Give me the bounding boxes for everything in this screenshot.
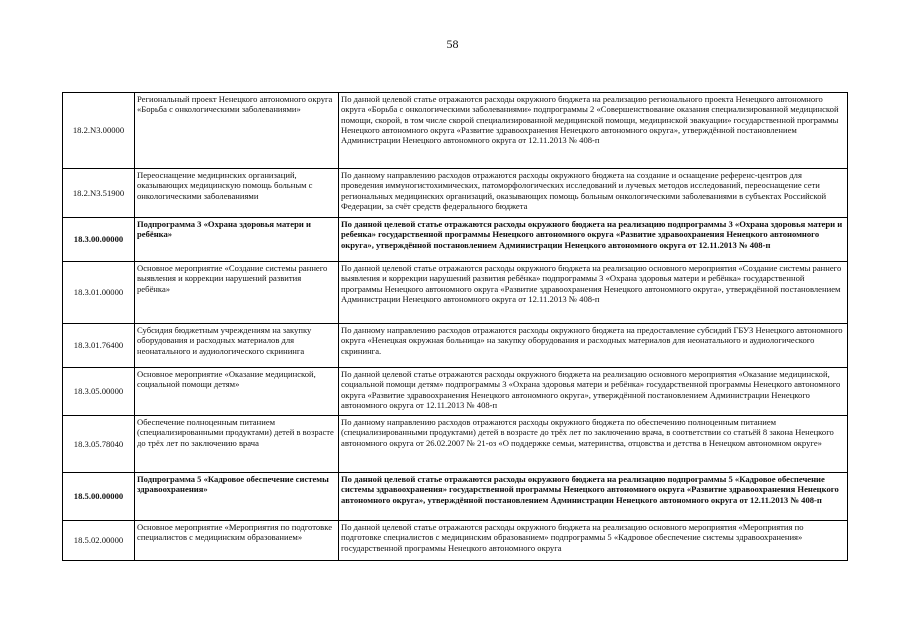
name-cell: Основное мероприятие «Создание системы раннего выявления и коррекции нарушений развития ребёнка»: [135, 262, 339, 324]
description-cell: По данному направлению расходов отражаются расходы окружного бюджета на создание и оснащение референс-центров для проведения иммуногистохимических, патоморфологических исследований и лучевых методов исследований, переоснащение сети региональных медицинских организаций, оказывающих помощь больным онкологическими заболеваниями в субъектах Российской Федерации, за счёт средств федерального бюджета: [339, 169, 848, 218]
budget-classification-table: [62, 92, 848, 561]
table-row: [63, 262, 848, 324]
table-row: [63, 416, 848, 473]
code-cell: 18.3.05.00000: [63, 368, 135, 416]
table-row: [63, 473, 848, 521]
code-cell: 18.3.01.76400: [63, 324, 135, 368]
code-cell: 18.5.02.00000: [63, 521, 135, 561]
code-cell: 18.2.N3.51900: [63, 169, 135, 218]
table-body: [63, 93, 848, 561]
name-cell: Переоснащение медицинских организаций, оказывающих медицинскую помощь больным с онкологическими заболеваниями: [135, 169, 339, 218]
description-cell: По данному направлению расходов отражаются расходы окружного бюджета на предоставление субсидий ГБУЗ Ненецкого автономного округа «Ненецкая окружная больница» на закупку оборудования и расходных материалов для неонатального и аудиологического скрининга.: [339, 324, 848, 368]
code-cell: 18.3.00.00000: [63, 218, 135, 262]
description-cell: По данной целевой статье отражаются расходы окружного бюджета на реализацию подпрограммы 5 «Кадровое обеспечение системы здравоохранения» государственной программы Ненецкого автономного округа «Развитие здравоохранения Ненецкого автономного округа», утверждённой постановлением Администрации Ненецкого автономного округа от 12.11.2013 № 408-п: [339, 473, 848, 521]
name-cell: Субсидия бюджетным учреждениям на закупку оборудования и расходных материалов для неонатального и аудиологического скрининга: [135, 324, 339, 368]
description-cell: По данной целевой статье отражаются расходы окружного бюджета на реализацию основного мероприятия «Оказание медицинской, социальной помощи детям» подпрограммы 3 «Охрана здоровья матери и ребёнка» государственной программы Ненецкого автономного округа «Развитие здравоохранения Ненецкого автономного округа», утверждённой постановлением Администрации Ненецкого автономного округа от 12.11.2013 № 408-п: [339, 368, 848, 416]
code-cell: 18.5.00.00000: [63, 473, 135, 521]
table-row: [63, 368, 848, 416]
table-row: [63, 521, 848, 561]
name-cell: Подпрограмма 3 «Охрана здоровья матери и ребёнка»: [135, 218, 339, 262]
code-cell: 18.2.N3.00000: [63, 93, 135, 169]
name-cell: Подпрограмма 5 «Кадровое обеспечение системы здравоохранения»: [135, 473, 339, 521]
description-cell: По данной целевой статье отражаются расходы окружного бюджета на реализацию подпрограммы 3 «Охрана здоровья матери и ребенка» государственной программы Ненецкого автономного округа «Развитие здравоохранения Ненецкого автономного округа», утверждённой постановлением Администрации Ненецкого автономного округа от 12.11.2013 № 408-п: [339, 218, 848, 262]
name-cell: Основное мероприятие «Оказание медицинской, социальной помощи детям»: [135, 368, 339, 416]
table-row: [63, 324, 848, 368]
table-row: [63, 93, 848, 169]
description-cell: По данной целевой статье отражаются расходы окружного бюджета на реализацию регионального проекта Ненецкого автономного округа «Борьба с онкологическими заболеваниями» подпрограммы 2 «Совершенствование оказания специализированной медицинской помощи, скорой, в том числе скорой специализированной медицинской помощи, медицинской эвакуации» государственной программы Ненецкого автономного округа «Развитие здравоохранения Ненецкого автономного округа», утверждённой постановлением Администрации Ненецкого автономного округа от 12.11.2013 № 408-п: [339, 93, 848, 169]
description-cell: По данной целевой статье отражаются расходы окружного бюджета на реализацию основного мероприятия «Создание системы раннего выявления и коррекции нарушений развития ребёнка» подпрограммы 3 «Охрана здоровья матери и ребёнка» государственной программы Ненецкого автономного округа «Развитие здравоохранения Ненецкого автономного округа», утверждённой постановлением Администрации Ненецкого автономного округа от 12.11.2013 № 408-п: [339, 262, 848, 324]
name-cell: Обеспечение полноценным питанием (специализированными продуктами) детей в возрасте до трёх лет по заключению врача: [135, 416, 339, 473]
code-cell: 18.3.05.78040: [63, 416, 135, 473]
page-number: 58: [446, 37, 459, 51]
description-cell: По данной целевой статье отражаются расходы окружного бюджета на реализацию основного мероприятия «Мероприятия по подготовке специалистов с медицинским образованием» подпрограммы 5 «Кадровое обеспечение системы здравоохранения» государственной программы Ненецкого автономного округа: [339, 521, 848, 561]
code-cell: 18.3.01.00000: [63, 262, 135, 324]
name-cell: Основное мероприятие «Мероприятия по подготовке специалистов с медицинским образованием»: [135, 521, 339, 561]
table-row: [63, 169, 848, 218]
name-cell: Региональный проект Ненецкого автономного округа «Борьба с онкологическими заболеваниями»: [135, 93, 339, 169]
table-row: [63, 218, 848, 262]
description-cell: По данному направлению расходов отражаются расходы окружного бюджета по обеспечению полноценным питанием (специализированными продуктами) детей в возрасте до трёх лет по заключению врача, в соответствии со статьёй 8 закона Ненецкого автономного округа от 26.02.2007 № 21-оз «О поддержке семьи, материнства, отцовства и детства в Ненецком автономном округе»: [339, 416, 848, 473]
